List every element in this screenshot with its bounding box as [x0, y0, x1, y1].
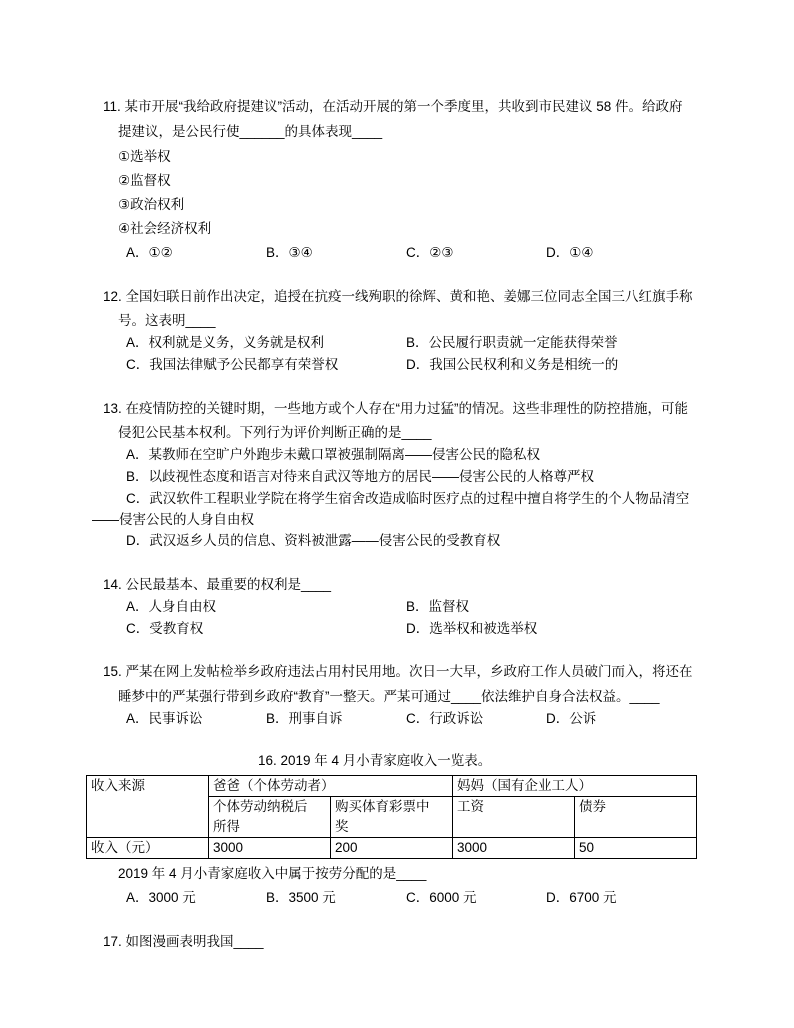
q11-stem-line1: 11. 某市开展“我给政府提建议”活动，在活动开展的第一个季度里，共收到市民建议 58 件。给政府 — [103, 99, 683, 114]
table-cell-text: 奖 — [335, 819, 349, 834]
q14-stem: 14. 公民最基本、最重要的权利是____ — [103, 577, 332, 592]
q12-option-b: B．公民履行职责就一定能获得荣誉 — [406, 335, 618, 350]
q13-option-c-line2: ——侵害公民的人身自由权 — [92, 512, 254, 527]
q14-option-a: A．人身自由权 — [126, 599, 217, 614]
table-row — [87, 838, 697, 859]
q15-option-a: A．民事诉讼 — [126, 711, 203, 726]
q14-option-c: C．受教育权 — [126, 621, 204, 636]
q16-option-c: C．6000 元 — [406, 890, 477, 905]
q13-option-d: D．武汉返乡人员的信息、资料被泄露——侵害公民的受教育权 — [126, 533, 501, 548]
table-cell-value: 50 — [575, 838, 697, 859]
q12-option-a: A．权利就是义务，义务就是权利 — [126, 335, 325, 350]
q13-stem-line1: 13. 在疫情防控的关键时期，一些地方或个人存在“用力过猛”的情况。这些非理性的防控措施，可能 — [103, 401, 689, 416]
table-cell-text: 个体劳动纳税后 — [213, 799, 308, 814]
table-row — [87, 776, 697, 797]
table-cell-income-label: 收入（元） — [87, 838, 209, 859]
q16-option-b: B．3500 元 — [266, 890, 336, 905]
table-cell-mom-wage: 工资 — [453, 797, 575, 838]
table-cell-source-label: 收入来源 — [87, 776, 209, 838]
table-cell-value: 3000 — [209, 838, 331, 859]
q15-option-d: D．公诉 — [546, 711, 597, 726]
q15-option-c: C．行政诉讼 — [406, 711, 484, 726]
q12-option-c: C．我国法律赋予公民都享有荣誉权 — [126, 357, 339, 372]
q11-option-d: D．①④ — [546, 245, 594, 260]
table-cell-dad-labor — [209, 797, 331, 838]
q16-option-a: A．3000 元 — [126, 890, 196, 905]
q15-stem-line2: 睡梦中的严某强行带到乡政府“教育”一整天。严某可通过____依法维护自身合法权益。____ — [118, 689, 660, 704]
q11-stem-line2: 提建议，是公民行使______的具体表现____ — [118, 124, 383, 139]
q13-stem-line2: 侵犯公民基本权利。下列行为评价判断正确的是____ — [118, 425, 432, 440]
q12-option-d: D．我国公民权利和义务是相统一的 — [406, 357, 619, 372]
table-cell-mom: 妈妈（国有企业工人） — [453, 776, 697, 797]
q13-option-c-line1: C．武汉软件工程职业学院在将学生宿舍改造成临时医疗点的过程中擅自将学生的个人物品清空 — [126, 491, 690, 506]
q11-item-1: ①选举权 — [118, 149, 171, 164]
q11-option-a: A．①② — [126, 245, 173, 260]
q15-stem-line1: 15. 严某在网上发帖检举乡政府违法占用村民用地。次日一大早，乡政府工作人员破门而入，将还在 — [103, 664, 693, 679]
q14-option-d: D．选举权和被选举权 — [406, 621, 538, 636]
q12-stem-line2: 号。这表明____ — [118, 313, 216, 328]
q13-option-a: A．某教师在空旷户外跑步未戴口罩被强制隔离——侵害公民的隐私权 — [126, 447, 541, 462]
q14-option-b: B．监督权 — [406, 599, 470, 614]
q11-item-2: ②监督权 — [118, 173, 171, 188]
table-cell-dad-lottery — [331, 797, 453, 838]
q16-stem: 2019 年 4 月小青家庭收入中属于按劳分配的是____ — [118, 866, 427, 881]
q11-item-3: ③政治权利 — [118, 197, 185, 212]
table-cell-text: 所得 — [213, 819, 240, 834]
table-cell-text: 购买体育彩票中 — [335, 799, 430, 814]
q13-option-b: B．以歧视性态度和语言对待来自武汉等地方的居民——侵害公民的人格尊严权 — [126, 469, 595, 484]
table-cell-mom-bond: 债券 — [575, 797, 697, 838]
table-cell-value: 200 — [331, 838, 453, 859]
q11-option-b: B．③④ — [266, 245, 313, 260]
q16-option-d: D．6700 元 — [546, 890, 617, 905]
q11-item-4: ④社会经济权利 — [118, 221, 212, 236]
q11-option-c: C．②③ — [406, 245, 454, 260]
table-cell-value: 3000 — [453, 838, 575, 859]
q15-option-b: B．刑事自诉 — [266, 711, 343, 726]
table-cell-dad: 爸爸（个体劳动者） — [209, 776, 453, 797]
income-table — [86, 775, 697, 859]
q17-stem: 17. 如图漫画表明我国____ — [103, 934, 264, 949]
q12-stem-line1: 12. 全国妇联日前作出决定，追授在抗疫一线殉职的徐辉、黄和艳、姜娜三位同志全国三八红旗手称 — [103, 289, 693, 304]
q16-table-caption: 16. 2019 年 4 月小青家庭收入一览表。 — [258, 753, 492, 768]
